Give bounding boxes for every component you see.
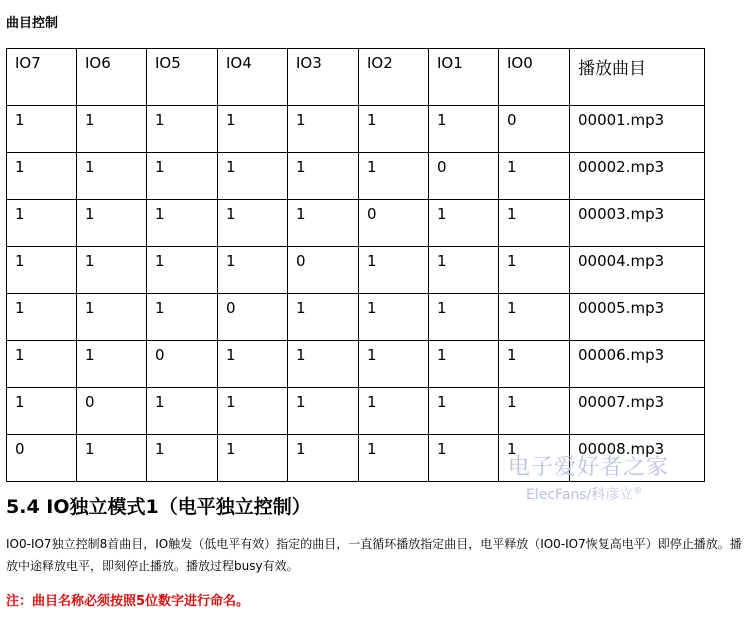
io-level-cell: 1 (359, 106, 429, 153)
track-file-cell: 00004.mp3 (570, 247, 705, 294)
io-level-cell: 0 (359, 200, 429, 247)
io-level-cell: 1 (218, 388, 288, 435)
io-level-cell: 1 (77, 247, 147, 294)
io-level-cell: 1 (288, 388, 359, 435)
io-level-cell: 1 (77, 341, 147, 388)
io-level-cell: 1 (147, 106, 218, 153)
track-file-cell: 00005.mp3 (570, 294, 705, 341)
io-level-cell: 1 (218, 435, 288, 482)
table-row (7, 247, 705, 294)
io-level-cell: 0 (218, 294, 288, 341)
io-level-cell: 1 (499, 341, 570, 388)
io-level-cell: 1 (147, 247, 218, 294)
table-row (7, 388, 705, 435)
section-title: 曲目控制 (6, 16, 59, 31)
io-level-cell: 1 (499, 388, 570, 435)
io-level-cell: 1 (77, 106, 147, 153)
io-level-cell: 1 (218, 200, 288, 247)
io-level-cell: 1 (7, 106, 77, 153)
io-level-cell: 1 (77, 294, 147, 341)
track-file-cell: 00008.mp3 (570, 435, 705, 482)
io-level-cell: 1 (429, 294, 499, 341)
watermark-en: ElecFans/科彦立 (526, 487, 634, 503)
io-level-cell: 1 (147, 200, 218, 247)
io-level-cell: 1 (359, 341, 429, 388)
io-level-cell: 1 (147, 435, 218, 482)
track-file-cell: 00003.mp3 (570, 200, 705, 247)
io-level-cell: 1 (359, 153, 429, 200)
io-level-cell: 0 (288, 247, 359, 294)
header-cell: IO1 (429, 49, 499, 106)
section-heading: 5.4 IO独立模式1（电平独立控制） (6, 496, 311, 518)
io-level-cell: 1 (429, 247, 499, 294)
track-file-cell: 00007.mp3 (570, 388, 705, 435)
io-level-cell: 0 (77, 388, 147, 435)
header-cell: IO4 (218, 49, 288, 106)
io-level-cell: 1 (7, 247, 77, 294)
io-level-cell: 1 (7, 388, 77, 435)
io-level-cell: 1 (7, 200, 77, 247)
io-level-cell: 1 (77, 435, 147, 482)
track-file-cell: 00002.mp3 (570, 153, 705, 200)
io-level-cell: 1 (359, 294, 429, 341)
io-level-cell: 1 (429, 435, 499, 482)
io-level-cell: 1 (359, 247, 429, 294)
io-level-cell: 1 (218, 341, 288, 388)
io-level-cell: 1 (359, 388, 429, 435)
header-cell: IO3 (288, 49, 359, 106)
io-level-cell: 1 (499, 247, 570, 294)
io-level-cell: 1 (359, 435, 429, 482)
table-row (7, 200, 705, 247)
io-level-cell: 1 (7, 294, 77, 341)
header-cell: 播放曲目 (570, 49, 705, 106)
io-level-cell: 0 (7, 435, 77, 482)
io-level-cell: 1 (499, 435, 570, 482)
io-level-cell: 1 (218, 247, 288, 294)
naming-note: 注：曲目名称必须按照5位数字进行命名。 (6, 594, 250, 609)
io-level-cell: 1 (147, 294, 218, 341)
table-header-row (7, 49, 705, 106)
description-paragraph: IO0-IO7独立控制8首曲目，IO触发（低电平有效）指定的曲目，一直循环播放指定曲目，电平释放（IO0-IO7恢复高电平）即停止播放。播放中途释放电平，即刻停止播放。播放过程busy有效。 (6, 537, 742, 573)
io-level-cell: 1 (218, 153, 288, 200)
io-level-cell: 1 (77, 200, 147, 247)
table-row (7, 341, 705, 388)
header-cell: IO0 (499, 49, 570, 106)
io-level-cell: 1 (147, 153, 218, 200)
io-level-cell: 1 (499, 294, 570, 341)
header-cell: IO7 (7, 49, 77, 106)
io-level-cell: 0 (147, 341, 218, 388)
io-level-cell: 0 (499, 106, 570, 153)
header-cell: IO6 (77, 49, 147, 106)
track-file-cell: 00006.mp3 (570, 341, 705, 388)
io-level-cell: 1 (218, 106, 288, 153)
io-level-cell: 1 (7, 341, 77, 388)
table-row (7, 294, 705, 341)
io-level-cell: 1 (429, 388, 499, 435)
registered-mark: ® (633, 486, 643, 497)
io-level-cell: 1 (429, 200, 499, 247)
io-level-cell: 1 (288, 341, 359, 388)
table-row (7, 435, 705, 482)
io-level-cell: 1 (288, 153, 359, 200)
watermark-cn: 电子爱好者之家 (508, 455, 670, 480)
header-cell: IO2 (359, 49, 429, 106)
io-level-cell: 1 (7, 153, 77, 200)
io-level-cell: 1 (499, 153, 570, 200)
io-level-cell: 1 (499, 200, 570, 247)
io-level-cell: 1 (429, 106, 499, 153)
header-cell: IO5 (147, 49, 218, 106)
io-level-cell: 1 (288, 294, 359, 341)
table-row (7, 106, 705, 153)
io-level-cell: 1 (288, 200, 359, 247)
track-control-table (6, 48, 705, 482)
io-level-cell: 1 (147, 388, 218, 435)
io-level-cell: 1 (288, 435, 359, 482)
io-level-cell: 1 (288, 106, 359, 153)
table-row (7, 153, 705, 200)
io-level-cell: 0 (429, 153, 499, 200)
io-level-cell: 1 (77, 153, 147, 200)
track-file-cell: 00001.mp3 (570, 106, 705, 153)
io-level-cell: 1 (429, 341, 499, 388)
